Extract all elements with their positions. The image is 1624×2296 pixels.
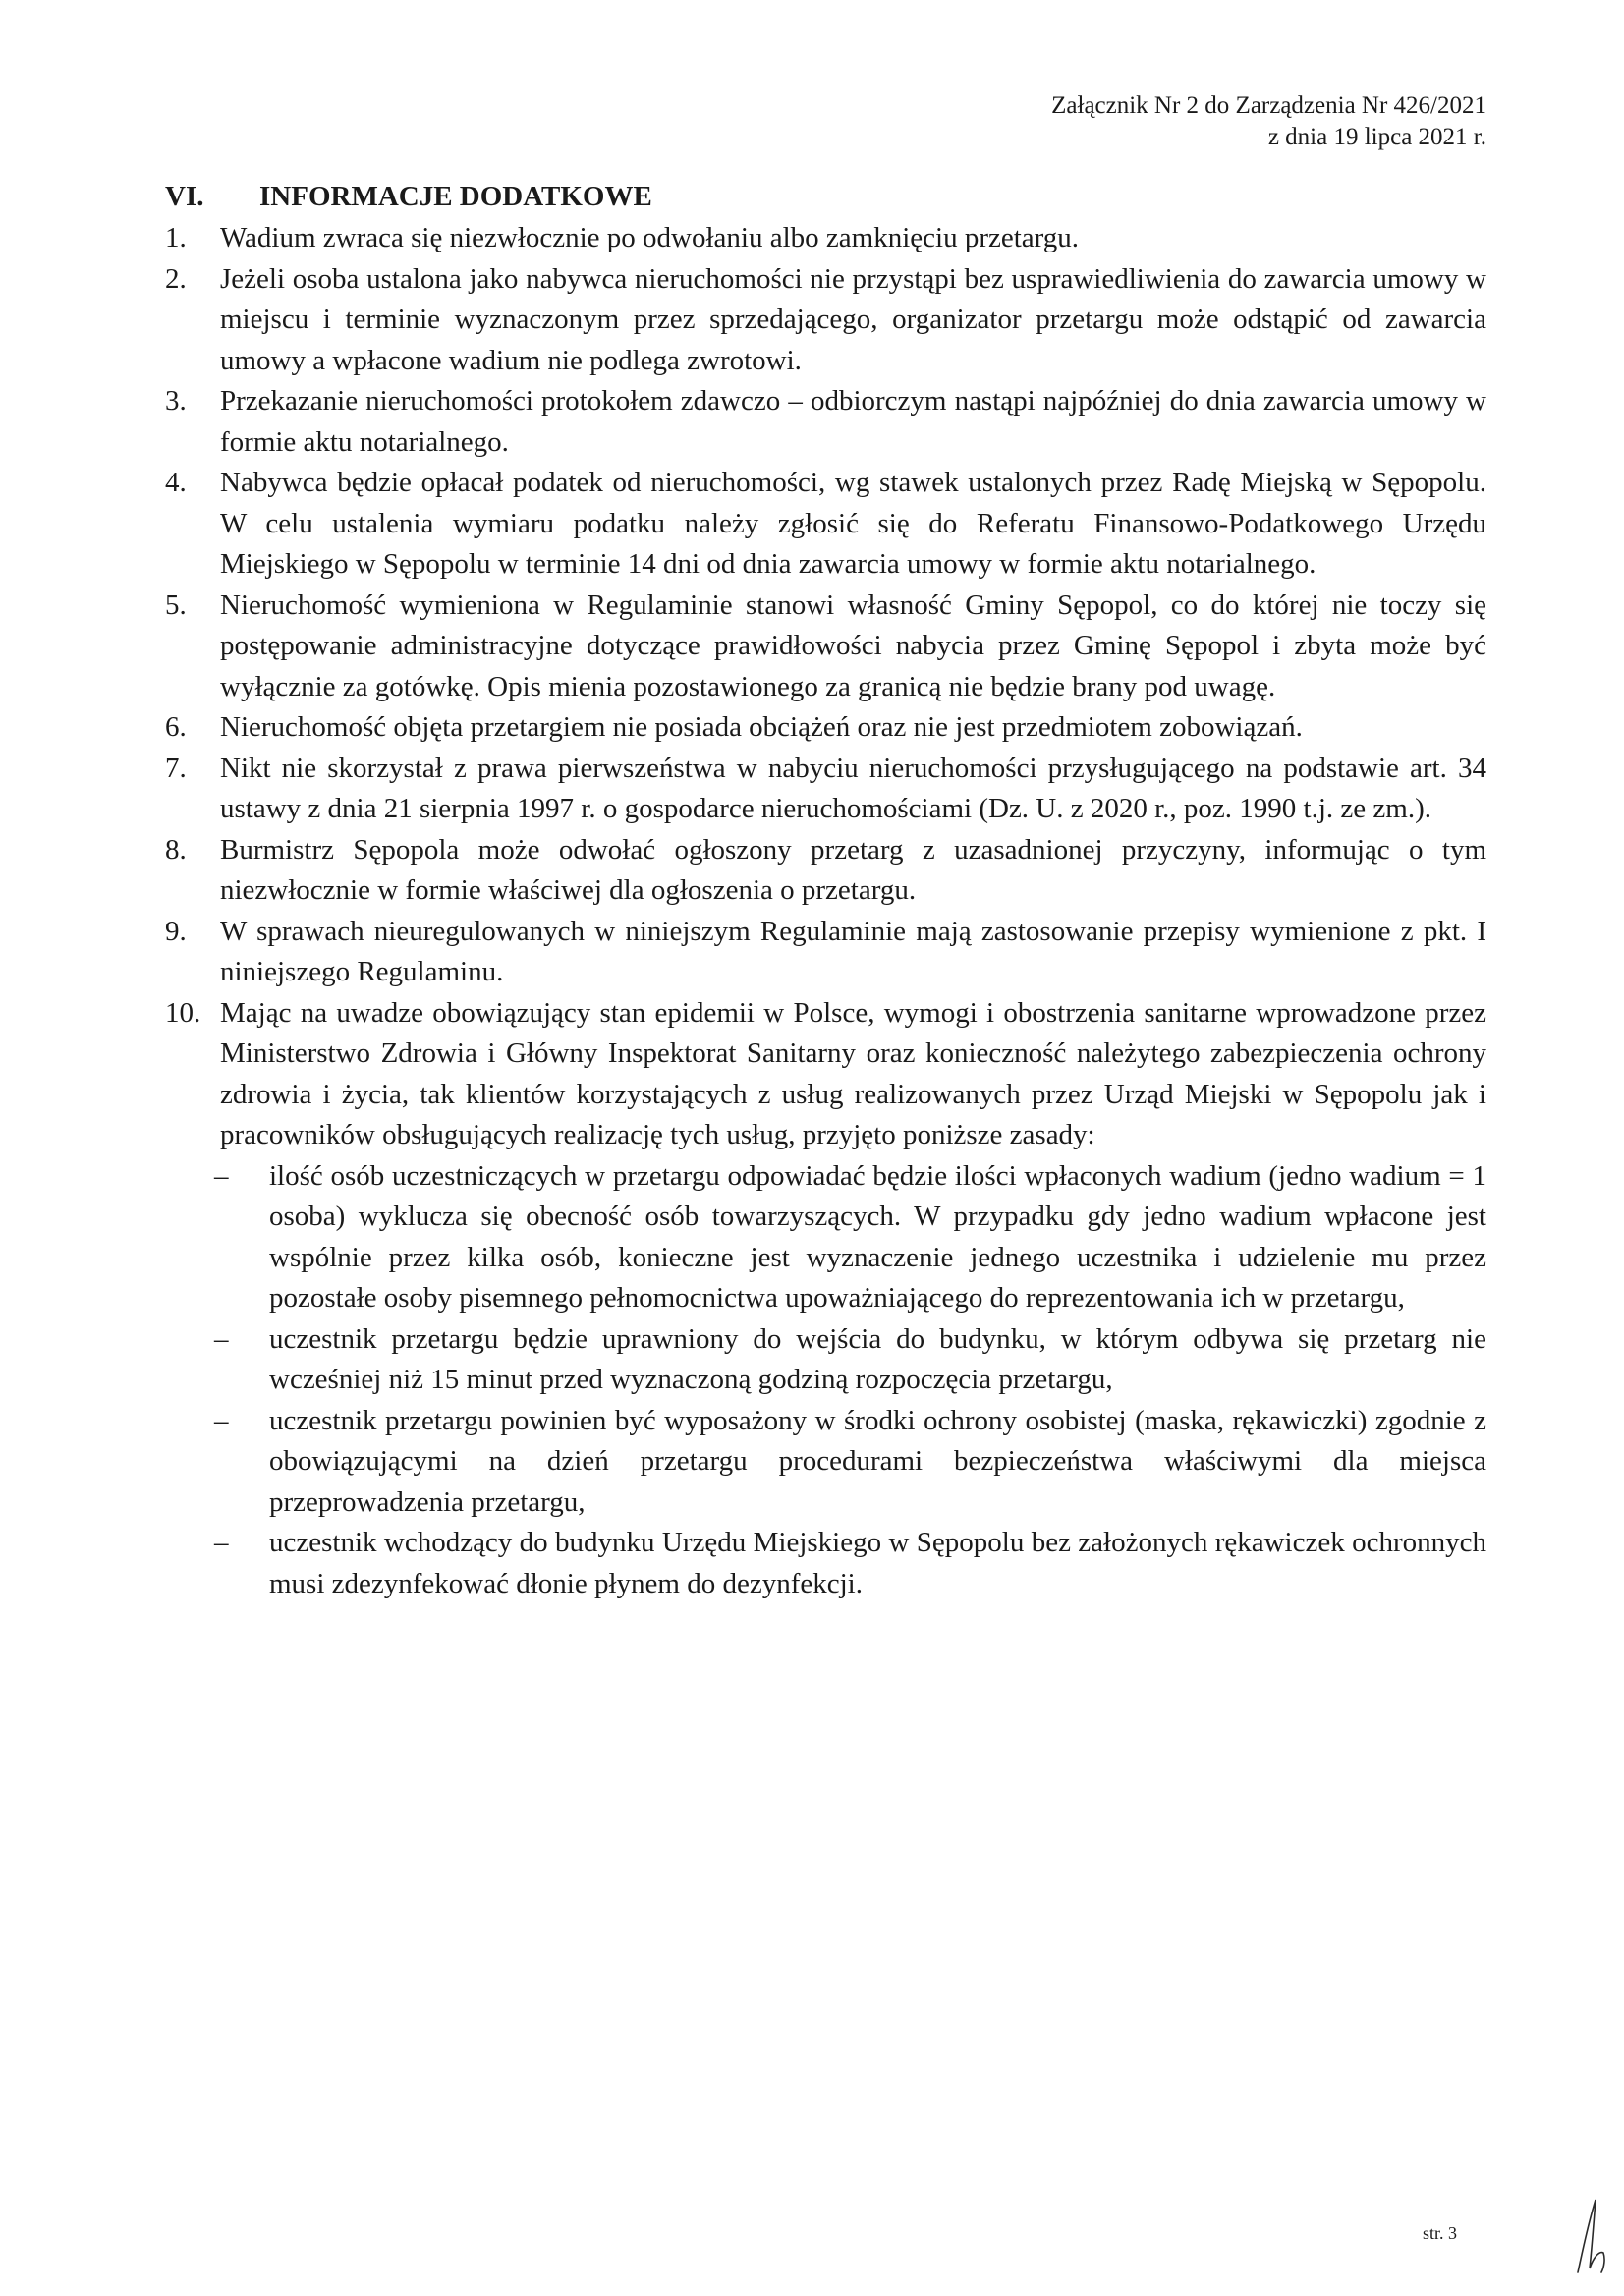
list-item bbox=[165, 586, 1486, 708]
list-item-number: 2. bbox=[165, 262, 187, 295]
list-item-text: Nabywca będzie opłacał podatek od nieruchomości, wg stawek ustalonych przez Radę Miejską w Sępopolu. W celu ustalenia wymiaru podatku należy zgłosić się do Referatu Finansowo-Podatkowego Urzędu Miejskiego w Sępopolu w terminie 14 dni od dnia zawarcia umowy w formie aktu notarialnego. bbox=[220, 467, 1486, 580]
list-item-text: Burmistrz Sępopola może odwołać ogłoszony przetarg z uzasadnionej przyczyny, informując o tym niezwłocznie w formie właściwej dla ogłoszenia o przetargu. bbox=[220, 833, 1486, 906]
list-item-number: 7. bbox=[165, 752, 187, 784]
list-item bbox=[165, 707, 1486, 749]
list-item-text: Wadium zwraca się niezwłocznie po odwołaniu albo zamknięciu przetargu. bbox=[220, 222, 1080, 253]
list-item bbox=[165, 749, 1486, 830]
list-item-number: 6. bbox=[165, 711, 187, 743]
list-item bbox=[165, 912, 1486, 993]
section-title: INFORMACJE DODATKOWE bbox=[259, 181, 652, 212]
sanitary-rules-list bbox=[165, 1156, 1486, 1605]
dash-bullet-icon: – bbox=[214, 1159, 229, 1192]
list-item-text: Mając na uwadze obowiązujący stan epidemii w Polsce, wymogi i obostrzenia sanitarne wprowadzone przez Ministerstwo Zdrowia i Główny Inspektorat Sanitarny oraz konieczność należytego zabezpieczenia ochrony zdrowia i życia, tak klientów korzystających z usług realizowanych przez Urząd Miejski w Sępopolu jak i pracowników obsługujących realizację tych usług, przyjęto poniższe zasady: bbox=[220, 996, 1486, 1150]
list-item-number: 9. bbox=[165, 915, 187, 947]
list-item-number: 3. bbox=[165, 385, 187, 417]
list-item-number: 10. bbox=[165, 996, 201, 1029]
list-item-number: 5. bbox=[165, 588, 187, 621]
list-item-text: Przekazanie nieruchomości protokołem zdawczo – odbiorczym nastąpi najpóźniej do dnia zawarcia umowy w formie aktu notarialnego. bbox=[220, 385, 1486, 458]
dash-bullet-icon: – bbox=[214, 1527, 229, 1558]
bullet-item-text: uczestnik wchodzący do budynku Urzędu Miejskiego w Sępopolu bez założonych rękawiczek ochronnych musi zdezynfekować dłonie płynem do dezynfekcji. bbox=[269, 1527, 1486, 1599]
section-number: VI. bbox=[165, 181, 204, 212]
dash-bullet-icon: – bbox=[214, 1404, 229, 1436]
page-number: str. 3 bbox=[1423, 2223, 1458, 2243]
attachment-header-line1: Załącznik Nr 2 do Zarządzenia Nr 426/2021 bbox=[1051, 92, 1486, 119]
list-item-text: Nieruchomość objęta przetargiem nie posiada obciążeń oraz nie jest przedmiotem zobowiązań. bbox=[220, 711, 1303, 743]
list-item bbox=[165, 463, 1486, 586]
bullet-item bbox=[214, 1523, 1486, 1604]
bullet-item-text: uczestnik przetargu będzie uprawniony do wejścia do budynku, w którym odbywa się przetarg nie wcześniej niż 15 minut przed wyznaczoną godziną rozpoczęcia przetargu, bbox=[269, 1322, 1486, 1395]
attachment-header bbox=[1051, 90, 1486, 153]
list-item bbox=[165, 381, 1486, 463]
list-item-number: 4. bbox=[165, 467, 187, 498]
bullet-item-text: uczestnik przetargu powinien być wyposażony w środki ochrony osobistej (maska, rękawiczki) zgodnie z obowiązującymi na dzień przetargu procedurami bezpieczeństwa właściwymi dla miejsca przeprowadzenia przetargu, bbox=[269, 1404, 1486, 1518]
bullet-item bbox=[214, 1401, 1486, 1524]
list-item-text: Nieruchomość wymieniona w Regulaminie stanowi własność Gminy Sępopol, co do której nie toczy się postępowanie administracyjne dotyczące prawidłowości nabycia przez Gminę Sępopol i zbyta może być wyłącznie za gotówkę. Opis mienia pozostawionego za granicą nie będzie brany pod uwagę. bbox=[220, 588, 1486, 702]
attachment-header-line2: z dnia 19 lipca 2021 r. bbox=[1267, 124, 1486, 150]
list-item-number: 1. bbox=[165, 222, 187, 253]
bullet-item-text: ilość osób uczestniczących w przetargu odpowiadać będzie ilości wpłaconych wadium (jedno wadium = 1 osoba) wyklucza się obecność osób towarzyszących. W przypadku gdy jedno wadium wpłacone jest wspólnie przez kilka osób, konieczne jest wyznaczenie jednego uczestnika i udzielenie mu przez pozostałe osoby pisemnego pełnomocnictwa upoważniającego do reprezentowania ich w przetargu, bbox=[269, 1159, 1486, 1314]
section-heading bbox=[165, 177, 1486, 216]
list-item bbox=[165, 259, 1486, 382]
list-item bbox=[165, 830, 1486, 912]
list-item bbox=[165, 993, 1486, 1156]
section-additional-info bbox=[165, 177, 1486, 1604]
list-item-text: W sprawach nieuregulowanych w niniejszym Regulaminie mają zastosowanie przepisy wymienione z pkt. I niniejszego Regulaminu. bbox=[220, 915, 1486, 987]
list-item-text: Nikt nie skorzystał z prawa pierwszeństwa w nabyciu nieruchomości przysługującego na podstawie art. 34 ustawy z dnia 21 sierpnia 1997 r. o gospodarce nieruchomościami (Dz. U. z 2020 r., poz. 1990 t.j. ze zm.). bbox=[220, 752, 1486, 824]
dash-bullet-icon: – bbox=[214, 1322, 229, 1355]
handwritten-initials bbox=[1572, 2196, 1611, 2274]
bullet-item bbox=[214, 1156, 1486, 1319]
list-item-text: Jeżeli osoba ustalona jako nabywca nieruchomości nie przystąpi bez usprawiedliwienia do zawarcia umowy w miejscu i terminie wyznaczonym przez sprzedającego, organizator przetargu może odstąpić od zawarcia umowy a wpłacone wadium nie podlega zwrotowi. bbox=[220, 262, 1486, 376]
list-item bbox=[165, 218, 1486, 259]
list-item-number: 8. bbox=[165, 833, 187, 866]
bullet-item bbox=[214, 1319, 1486, 1401]
